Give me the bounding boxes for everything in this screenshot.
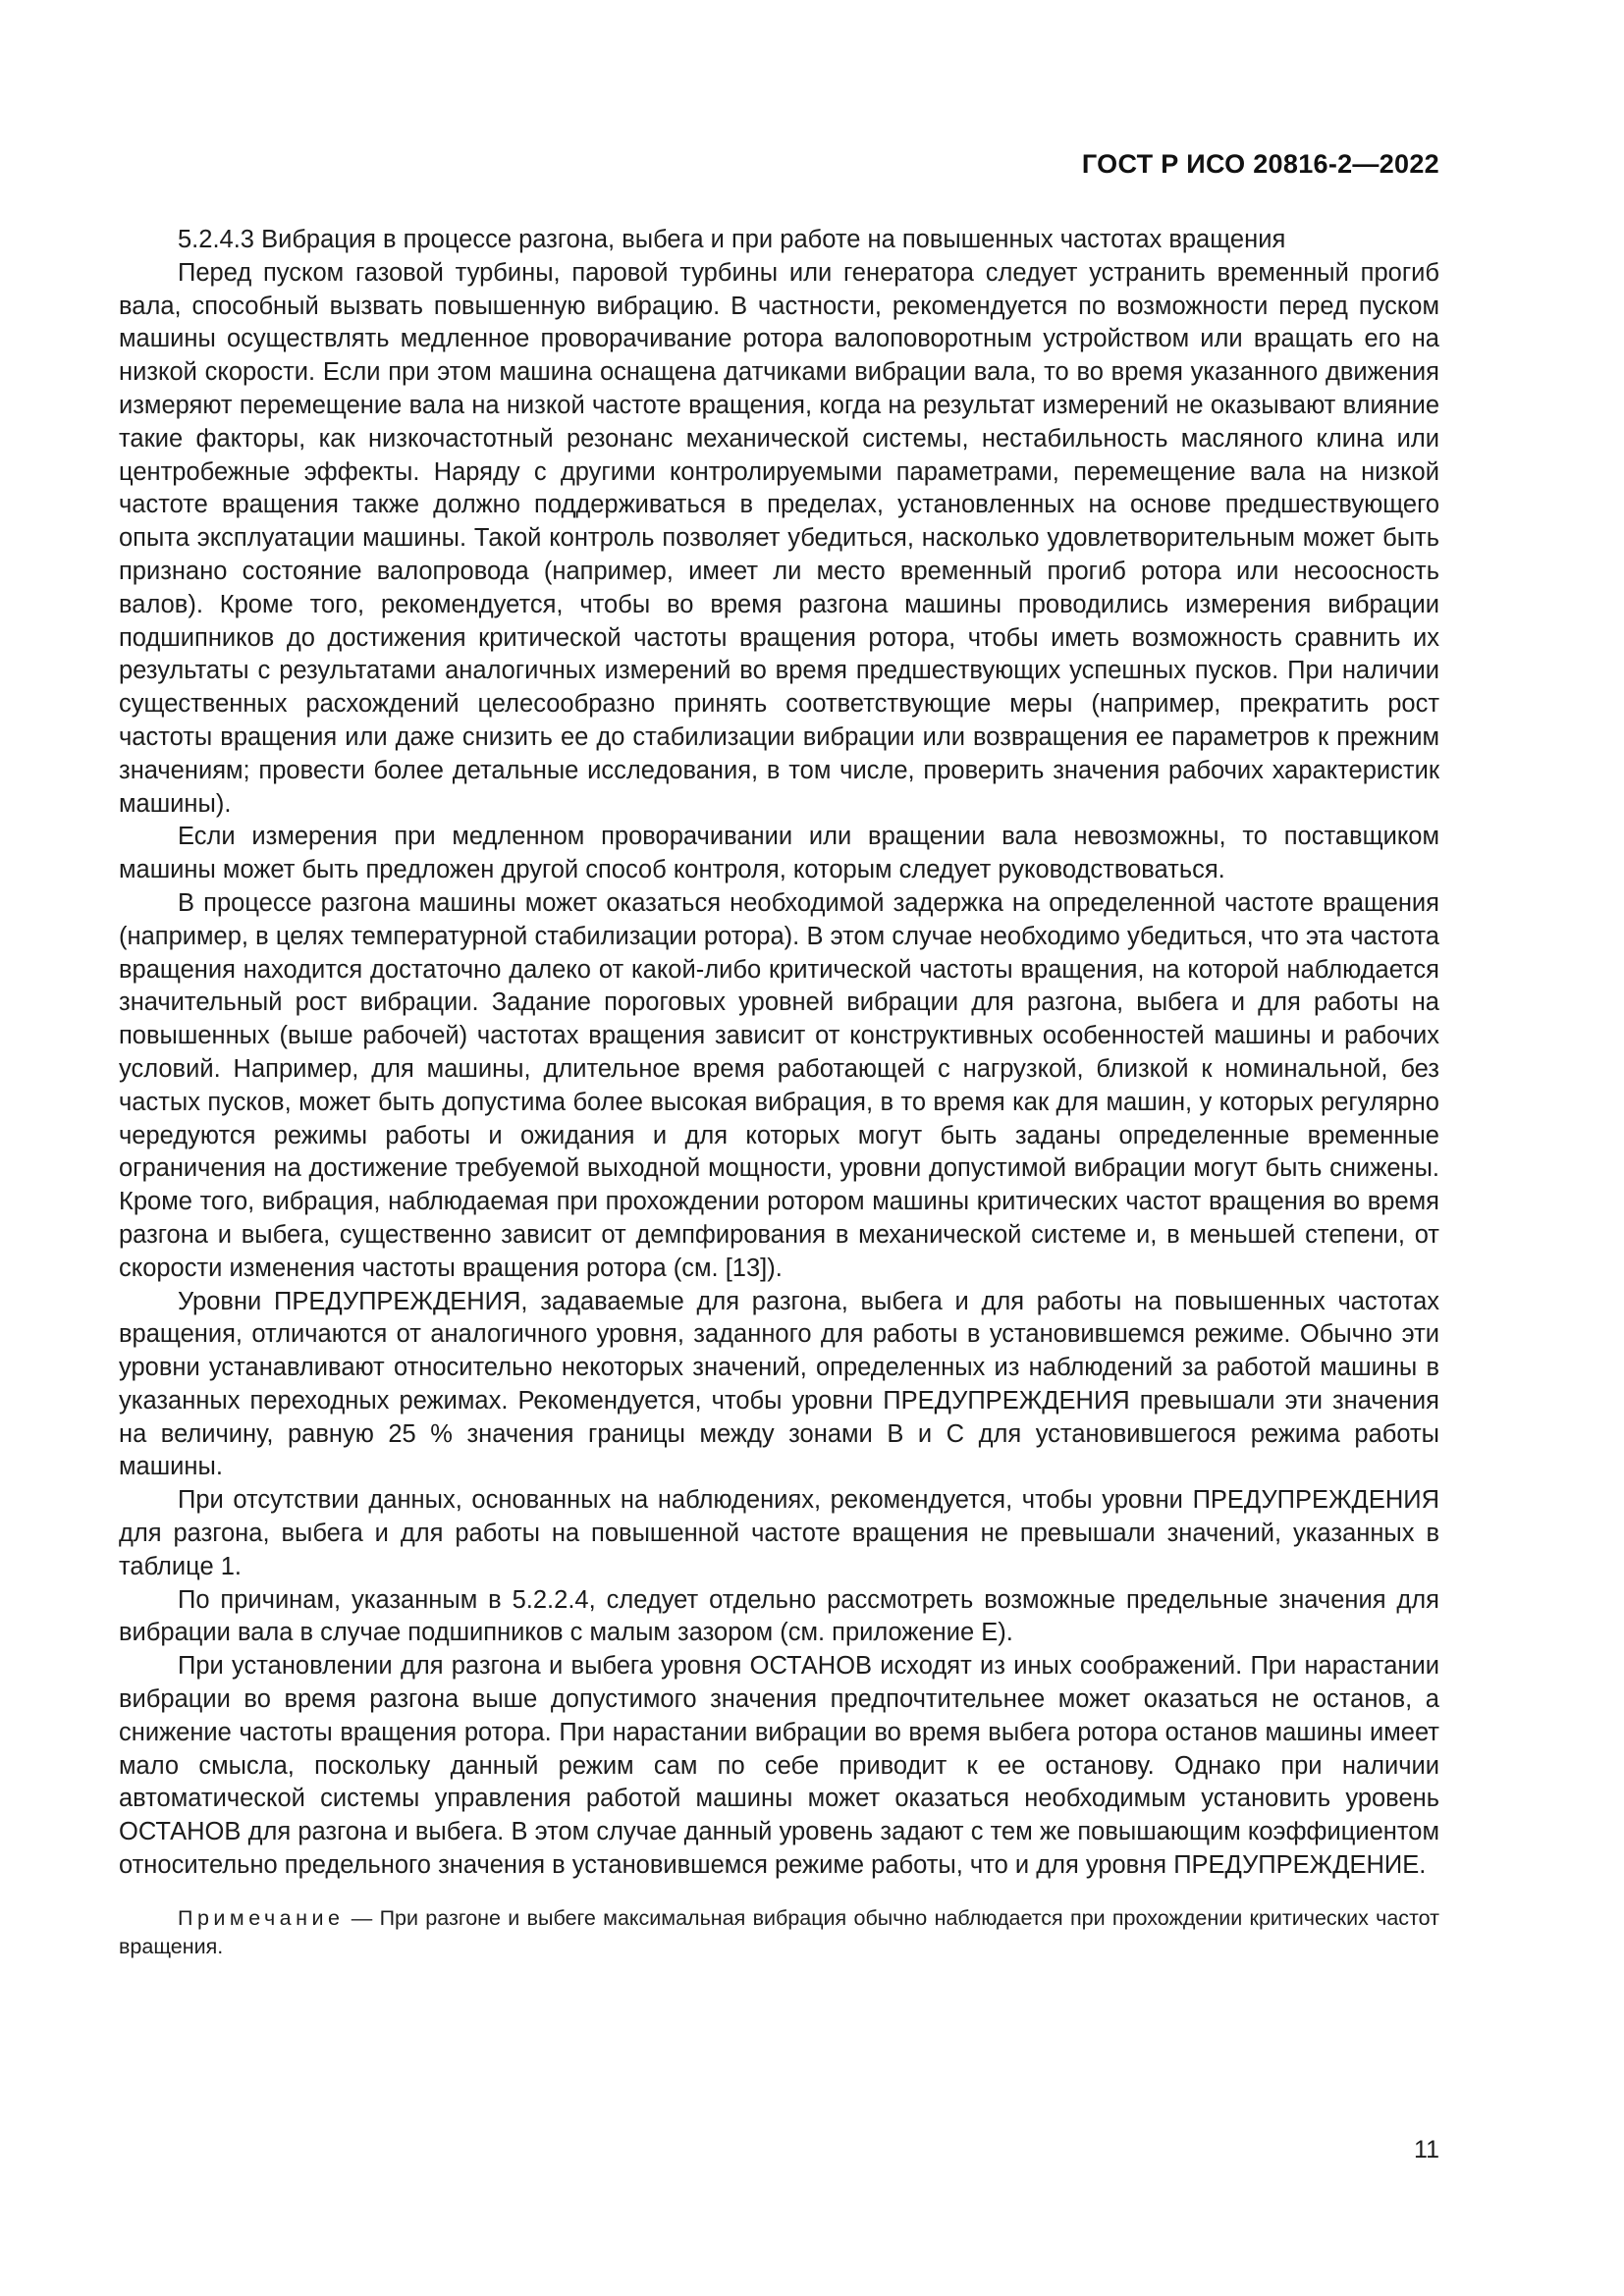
section-heading-5-2-4-3: 5.2.4.3 Вибрация в процессе разгона, выбега и при работе на повышенных частотах вращения	[178, 226, 1286, 253]
note-text: При разгоне и выбеге максимальная вибрация обычно наблюдается при прохождении критических частот вращения.	[119, 1905, 1439, 1958]
paragraph: Перед пуском газовой турбины, паровой турбины или генератора следует устранить временный прогиб вала, способный вызвать повышенную вибрацию. В частности, рекомендуется по возможности перед пуском машины осуществлять медленное проворачивание ротора валоповоротным устройством или вращать его на низкой скорости. Если при этом машина оснащена датчиками вибрации вала, то во время указанного движения измеряют перемещение вала на низкой частоте вращения, когда на результат измерений не оказывают влияние такие факторы, как низкочастотный резонанс механической системы, нестабильность масляного клина или центробежные эффекты. Наряду с другими контролируемыми параметрами, перемещение вала на низкой частоте вращения также должно поддерживаться в пределах, установленных на основе предшествующего опыта эксплуатации машины. Такой контроль позволяет убедиться, насколько удовлетворительным может быть признано состояние валопровода (например, имеет ли место временный прогиб ротора или несоосность валов). Кроме того, рекомендуется, чтобы во время разгона машины проводились измерения вибрации подшипников до достижения критической частоты вращения ротора, чтобы иметь возможность сравнить их результаты с результатами аналогичных измерений во время предшествующих успешных пусков. При наличии существенных расхождений целесообразно принять соответствующие меры (например, прекратить рост частоты вращения или даже снизить ее до стабилизации вибрации или возвращения ее параметров к прежним значениям; провести более детальные исследования, в том числе, проверить значения рабочих характеристик машины).	[119, 258, 1439, 818]
paragraph: Если измерения при медленном проворачивании или вращении вала невозможны, то поставщиком машины может быть предложен другой способ контроля, которым следует руководствоваться.	[119, 823, 1439, 884]
paragraph: По причинам, указанным в 5.2.2.4, следует отдельно рассмотреть возможные предельные значения для вибрации вала в случае подшипников с малым зазором (см. приложение Е).	[119, 1585, 1439, 1647]
paragraph: При установлении для разгона и выбега уровня ОСТАНОВ исходят из иных соображений. При нарастании вибрации во время разгона выше допустимого значения предпочтительнее может оказаться не останов, а снижение частоты вращения ротора. При нарастании вибрации во время выбега ротора останов машины имеет мало смысла, поскольку данный режим сам по себе приводит к ее останову. Однако при наличии автоматической системы управления работой машины может оказаться необходимым установить уровень ОСТАНОВ для разгона и выбега. В этом случае данный уровень задают с тем же повышающим коэффициентом относительно предельного значения в установившемся режиме работы, что и для уровня ПРЕДУПРЕЖДЕНИЕ.	[119, 1652, 1439, 1880]
page-body	[119, 224, 1439, 1961]
note-label: Примечание	[178, 1905, 345, 1930]
document-code-header: ГОСТ Р ИСО 20816-2—2022	[1081, 149, 1439, 179]
paragraph: Уровни ПРЕДУПРЕЖДЕНИЯ, задаваемые для разгона, выбега и для работы на повышенных частотах вращения, отличаются от аналогичного уровня, заданного для работы в установившемся режиме. Обычно эти уровни устанавливают относительно некоторых значений, определенных из наблюдений за работой машины в указанных переходных режимах. Рекомендуется, чтобы уровни ПРЕДУПРЕЖДЕНИЯ превышали эти значения на величину, равную 25 % значения границы между зонами В и С для установившегося режима работы машины.	[119, 1287, 1439, 1481]
page-number: 11	[1414, 2136, 1439, 2163]
note-dash: —	[344, 1905, 380, 1930]
note	[119, 1904, 1439, 1961]
paragraph: При отсутствии данных, основанных на наблюдениях, рекомендуется, чтобы уровни ПРЕДУПРЕЖДЕНИЯ для разгона, выбега и для работы на повышенной частоте вращения не превышали значений, указанных в таблице 1.	[119, 1486, 1439, 1580]
paragraph: В процессе разгона машины может оказаться необходимой задержка на определенной частоте вращения (например, в целях температурной стабилизации ротора). В этом случае необходимо убедиться, что эта частота вращения находится достаточно далеко от какой-либо критической частоты вращения, на которой наблюдается значительный рост вибрации. Задание пороговых уровней вибрации для разгона, выбега и для работы на повышенных (выше рабочей) частотах вращения зависит от конструктивных особенностей машины и рабочих условий. Например, для машины, длительное время работающей с нагрузкой, близкой к номинальной, без частых пусков, может быть допустима более высокая вибрация, в то время как для машин, у которых регулярно чередуются режимы работы и ожидания и для которых могут быть заданы определенные временные ограничения на достижение требуемой выходной мощности, уровни допустимой вибрации могут быть снижены. Кроме того, вибрация, наблюдаемая при прохождении ротором машины критических частот вращения во время разгона и выбега, существенно зависит от демпфирования в механической системе и, в меньшей степени, от скорости изменения частоты вращения ротора (см. [13]).	[119, 888, 1439, 1282]
